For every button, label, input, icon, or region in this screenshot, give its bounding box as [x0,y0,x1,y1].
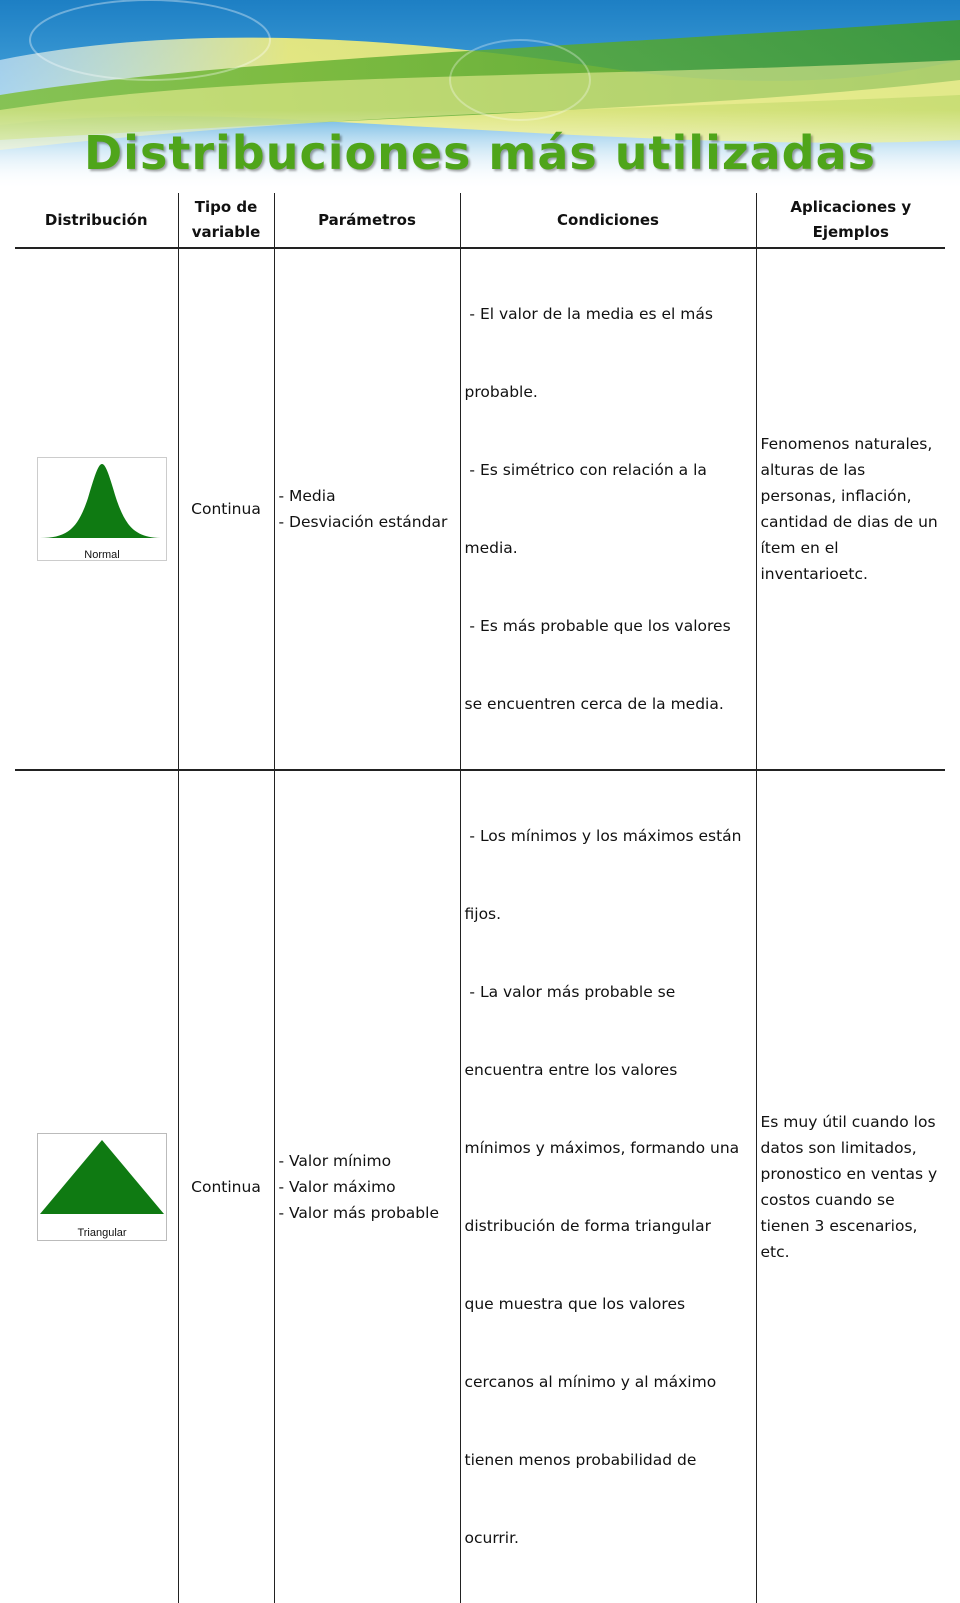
aplicacion-line: datos son limitados, [760,1139,917,1157]
image-label: Normal [84,549,120,561]
aplicacion-line: personas, inflación, [760,487,912,505]
aplicacion-line: inventarioetc. [760,565,868,583]
condicion-line: fijos. [464,905,502,923]
condicion-line: ocurrir. [464,1529,519,1547]
parametros-cell [274,770,460,1603]
parametro-item: - Valor más probable [278,1204,439,1222]
page-title: Distribuciones más utilizadas [84,126,876,180]
header-tipo-variable: Tipo de variable [178,193,274,248]
table-row [15,248,945,770]
aplicaciones-cell [756,248,945,770]
aplicacion-line: Fenomenos naturales, [760,435,933,453]
tipo-variable-cell: Continua [178,770,274,1603]
condicion-line: - Es simétrico con relación a la [464,461,707,479]
condicion-line: tienen menos probabilidad de [464,1451,697,1469]
parametro-item: - Valor máximo [278,1178,396,1196]
aplicacion-line: ítem en el [760,539,839,557]
tipo-variable-cell: Continua [178,248,274,770]
condicion-line: media. [464,539,518,557]
condiciones-cell [460,770,756,1603]
aplicacion-line: cantidad de dias de un [760,513,938,531]
condicion-line: distribución de forma triangular [464,1217,711,1235]
header-parametros: Parámetros [274,193,460,248]
aplicaciones-cell [756,770,945,1603]
condicion-line: - Los mínimos y los máximos están [464,827,742,845]
aplicacion-line: pronostico en ventas y [760,1165,938,1183]
condicion-line: que muestra que los valores [464,1295,686,1313]
condicion-line: mínimos y máximos, formando una [464,1139,740,1157]
triangular-shape-icon [37,1133,167,1241]
table-row [15,770,945,1603]
distribution-image-cell [15,248,178,770]
aplicacion-line: alturas de las [760,461,866,479]
parametro-item: - Valor mínimo [278,1152,392,1170]
header-condiciones: Condiciones [460,193,756,248]
condicion-line: encuentra entre los valores [464,1061,678,1079]
header-aplicaciones: Aplicaciones y Ejemplos [756,193,945,248]
header-distribucion: Distribución [15,193,178,248]
condicion-line: se encuentren cerca de la media. [464,695,724,713]
condicion-line: - La valor más probable se [464,983,676,1001]
condicion-line: cercanos al mínimo y al máximo [464,1373,717,1391]
normal-curve-icon [37,457,167,561]
parametros-cell [274,248,460,770]
aplicacion-line: etc. [760,1243,790,1261]
condiciones-cell [460,248,756,770]
distribution-image-cell [15,770,178,1603]
image-label: Triangular [77,1227,127,1239]
condicion-line: - Es más probable que los valores [464,617,731,635]
parametro-item: - Desviación estándar [278,513,448,531]
aplicacion-line: costos cuando se [760,1191,895,1209]
parametro-item: - Media [278,487,336,505]
condicion-line: probable. [464,383,538,401]
condicion-line: - El valor de la media es el más [464,305,713,323]
aplicacion-line: Es muy útil cuando los [760,1113,936,1131]
distributions-table [15,193,945,1603]
table-header-row [15,193,945,248]
aplicacion-line: tienen 3 escenarios, [760,1217,918,1235]
